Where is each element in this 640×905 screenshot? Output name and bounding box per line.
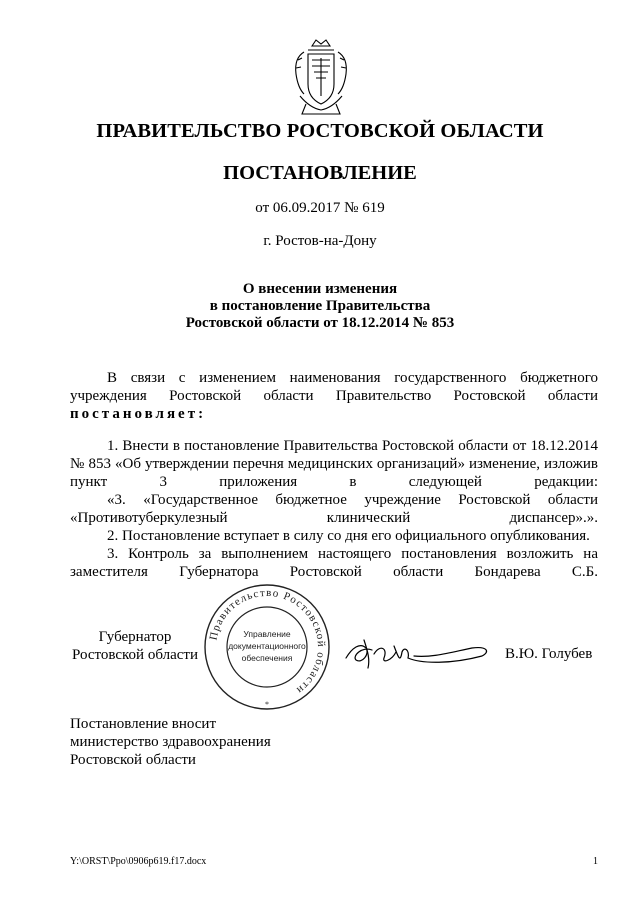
svg-text:*: * — [265, 700, 269, 709]
signer-role — [70, 628, 200, 664]
introduced-by-line: Ростовской области — [70, 752, 196, 768]
file-path: Y:\ORST\Ppo\0906p619.f17.docx — [70, 856, 207, 867]
decree-items — [70, 437, 598, 581]
stamp-inner-line: Управление — [243, 629, 291, 639]
document-date-number: от 06.09.2017 № 619 — [255, 200, 385, 216]
item-2: 2. Постановление вступает в силу со дня его официального опубликования. — [107, 528, 590, 544]
item-3: 3. Контроль за выполнением настоящего постановления возложить на заместителя Губернатора Ростовской области Бондарева С.Б. — [70, 546, 598, 580]
item-1-quote: «3. «Государственное бюджетное учреждение Ростовской области «Противотуберкулезный клинический диспансер».». — [70, 492, 598, 526]
document-authority: ПРАВИТЕЛЬСТВО РОСТОВСКОЙ ОБЛАСТИ — [96, 120, 544, 142]
signer-role-line: Губернатор — [98, 629, 172, 645]
introduced-by-line: Постановление вносит — [70, 716, 217, 732]
document-city: г. Ростов-на-Дону — [263, 233, 377, 249]
coat-of-arms-icon — [290, 38, 352, 120]
handwritten-signature-icon — [342, 630, 492, 672]
introduced-by — [70, 715, 271, 769]
decree-word: постановляет: — [70, 406, 207, 422]
subject-line: в постановление Правительства — [209, 298, 431, 314]
document-subject — [0, 281, 640, 332]
signer-name: В.Ю. Голубев — [505, 646, 593, 662]
intro-text: В связи с изменением наименования государственного бюджетного учреждения Ростовской области Правительство Ростовской области — [70, 370, 598, 404]
signer-role-line: Ростовской области — [72, 647, 198, 663]
page-number: 1 — [593, 856, 598, 867]
document-type: ПОСТАНОВЛЕНИЕ — [223, 162, 417, 184]
item-1-lead: 1. Внести в постановление Правительства Ростовской области от 18.12.2014 № 853 «Об утверждении перечня медицинских организаций» изменение, изложив пункт 3 приложения в следующей редакции: — [70, 438, 598, 490]
subject-line: Ростовской области от 18.12.2014 № 853 — [185, 315, 455, 331]
intro-paragraph — [70, 369, 598, 423]
subject-line: О внесении изменения — [242, 281, 398, 297]
stamp-inner-line: документационного — [228, 641, 306, 651]
introduced-by-line: министерство здравоохранения — [70, 734, 271, 750]
official-seal-icon — [202, 582, 332, 712]
stamp-inner-line: обеспечения — [241, 653, 293, 663]
stamp-outer-text: Правительство Ростовской области — [207, 586, 328, 697]
